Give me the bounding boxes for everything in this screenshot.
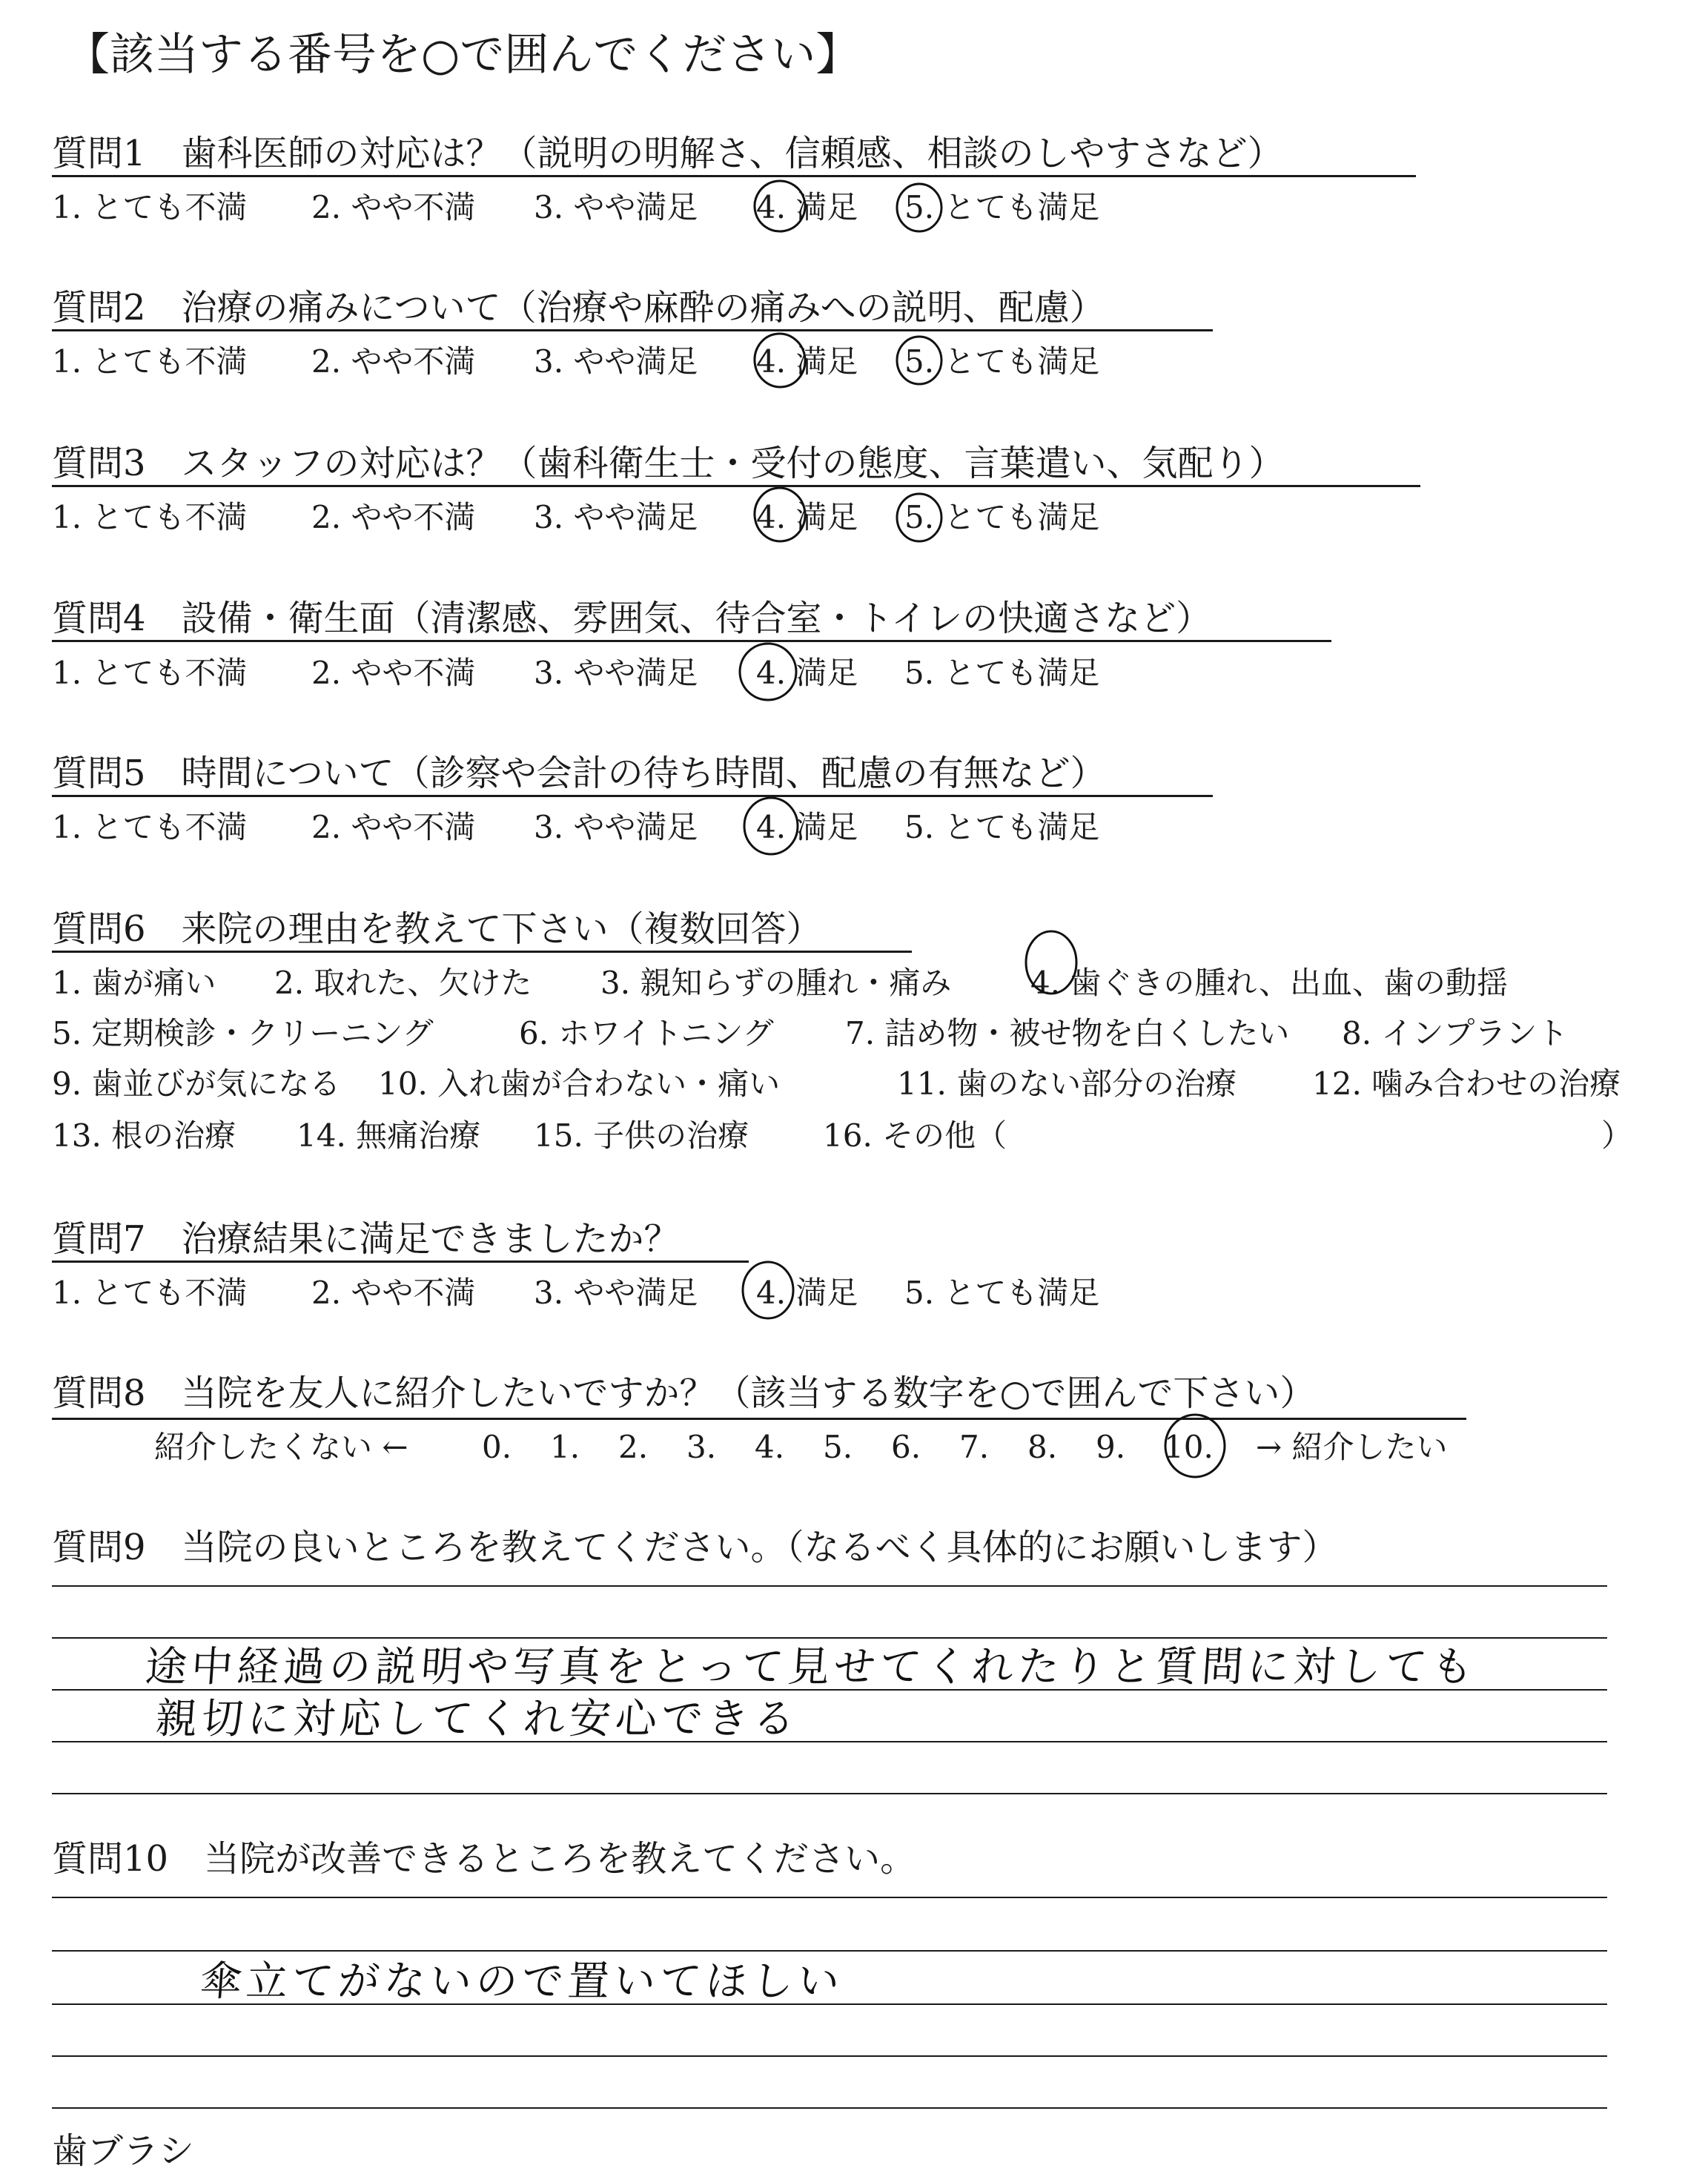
question-8-underline (52, 1418, 1466, 1420)
question-9-label: 質問9 当院の良いところを教えてください。（なるべく具体的にお願いします） (52, 1527, 1338, 1568)
q3-option-4[interactable]: 4. 満足 (756, 499, 858, 535)
q4-option-5[interactable]: 5. とても満足 (904, 655, 1100, 691)
q10-answer-line (52, 1897, 1607, 1898)
q8-scale-7[interactable]: 7. (959, 1429, 990, 1465)
question-6-label: 質問6 来院の理由を教えて下さい（複数回答） (52, 908, 822, 950)
q7-option-1[interactable]: 1. とても不満 (52, 1275, 248, 1311)
q8-scale-8[interactable]: 8. (1027, 1429, 1058, 1465)
q4-option-1[interactable]: 1. とても不満 (52, 655, 248, 691)
q7-option-4[interactable]: 4. 満足 (756, 1275, 858, 1311)
question-4-underline (52, 640, 1331, 642)
form-title: 【該当する番号を○で囲んでください】 (65, 29, 861, 81)
q9-handwritten-answer-line-1[interactable]: 途中経過の説明や写真をとって見せてくれたりと質問に対しても (143, 1643, 1480, 1691)
question-3-label: 質問3 スタッフの対応は？（歯科衛生士・受付の態度、言葉遣い、気配り） (52, 443, 1285, 484)
q1-option-5[interactable]: 5. とても満足 (904, 189, 1100, 225)
q6-option-14[interactable]: 14. 無痛治療 (297, 1117, 481, 1154)
question-6-underline (52, 951, 912, 953)
q5-option-5[interactable]: 5. とても満足 (904, 809, 1100, 845)
question-7-underline (52, 1261, 749, 1263)
footer-partial-text: 歯ブラシ (52, 2130, 195, 2172)
q6-option-7[interactable]: 7. 詰め物・被せ物を白くしたい (845, 1015, 1290, 1051)
q4-option-2[interactable]: 2. やや不満 (311, 655, 476, 691)
question-4-label: 質問4 設備・衛生面（清潔感、雰囲気、待合室・トイレの快適さなど） (52, 598, 1212, 639)
question-2-label: 質問2 治療の痛みについて（治療や麻酔の痛みへの説明、配慮） (52, 287, 1105, 328)
q4-option-4[interactable]: 4. 満足 (756, 655, 858, 691)
q1-option-2[interactable]: 2. やや不満 (311, 189, 476, 225)
question-7-label: 質問7 治療結果に満足できましたか？ (52, 1218, 680, 1260)
question-10-label: 質問10 当院が改善できるところを教えてください。 (52, 1838, 916, 1880)
q6-option-12[interactable]: 12. 噛み合わせの治療 (1312, 1065, 1621, 1102)
q7-option-5[interactable]: 5. とても満足 (904, 1275, 1100, 1311)
q8-scale-0[interactable]: 0. (482, 1429, 512, 1465)
q8-scale-5[interactable]: 5. (823, 1429, 853, 1465)
q6-option-16-close: ） (1601, 1117, 1633, 1154)
q6-option-1[interactable]: 1. 歯が痛い (52, 965, 216, 1001)
q8-scale-3[interactable]: 3. (686, 1429, 717, 1465)
q3-option-5[interactable]: 5. とても満足 (904, 499, 1100, 535)
q2-option-3[interactable]: 3. やや満足 (534, 343, 698, 380)
q5-option-4[interactable]: 4. 満足 (756, 809, 858, 845)
q8-right-label: → 紹介したい (1256, 1429, 1448, 1465)
q1-option-4[interactable]: 4. 満足 (756, 189, 858, 225)
q9-answer-line (52, 1585, 1607, 1587)
q6-option-15[interactable]: 15. 子供の治療 (534, 1117, 749, 1154)
q7-option-3[interactable]: 3. やや満足 (534, 1275, 698, 1311)
q3-option-2[interactable]: 2. やや不満 (311, 499, 476, 535)
q6-option-5[interactable]: 5. 定期検診・クリーニング (52, 1015, 434, 1051)
q6-option-6[interactable]: 6. ホワイトニング (519, 1015, 774, 1051)
q1-option-1[interactable]: 1. とても不満 (52, 189, 248, 225)
q6-option-3[interactable]: 3. 親知らずの腫れ・痛み (600, 965, 952, 1001)
q8-scale-1[interactable]: 1. (550, 1429, 580, 1465)
q6-option-16[interactable]: 16. その他（ (823, 1117, 1007, 1154)
q6-option-9[interactable]: 9. 歯並びが気になる (52, 1065, 341, 1102)
q7-option-2[interactable]: 2. やや不満 (311, 1275, 476, 1311)
q5-option-1[interactable]: 1. とても不満 (52, 809, 248, 845)
q10-answer-line (52, 2107, 1607, 2109)
q6-option-10[interactable]: 10. 入れ歯が合わない・痛い (378, 1065, 781, 1102)
question-1-label: 質問1 歯科医師の対応は？（説明の明解さ、信頼感、相談のしやすさなど） (52, 133, 1283, 174)
q4-option-3[interactable]: 3. やや満足 (534, 655, 698, 691)
question-8-label: 質問8 当院を友人に紹介したいですか？（該当する数字を○で囲んで下さい） (52, 1372, 1316, 1414)
q10-answer-line (52, 2055, 1607, 2057)
q6-option-2[interactable]: 2. 取れた、欠けた (274, 965, 532, 1001)
q8-scale-9[interactable]: 9. (1096, 1429, 1126, 1465)
q8-scale-2[interactable]: 2. (618, 1429, 649, 1465)
q6-option-4[interactable]: 4. 歯ぐきの腫れ、出血、歯の動揺 (1030, 965, 1508, 1001)
question-3-underline (52, 485, 1420, 487)
q9-answer-line (52, 1793, 1607, 1794)
q8-left-label: 紹介したくない ← (154, 1429, 408, 1465)
q5-option-3[interactable]: 3. やや満足 (534, 809, 698, 845)
q2-option-1[interactable]: 1. とても不満 (52, 343, 248, 380)
q10-answer-line (52, 1950, 1607, 1952)
q1-option-3[interactable]: 3. やや満足 (534, 189, 698, 225)
q2-option-4[interactable]: 4. 満足 (756, 343, 858, 380)
q9-answer-line (52, 1637, 1607, 1639)
q6-option-8[interactable]: 8. インプラント (1342, 1015, 1569, 1051)
q8-scale-4[interactable]: 4. (755, 1429, 785, 1465)
q2-option-5[interactable]: 5. とても満足 (904, 343, 1100, 380)
q6-option-13[interactable]: 13. 根の治療 (52, 1117, 236, 1154)
question-5-underline (52, 795, 1213, 797)
q2-option-2[interactable]: 2. やや不満 (311, 343, 476, 380)
q8-scale-10[interactable]: 10. (1164, 1429, 1214, 1465)
q9-handwritten-answer-line-2[interactable]: 親切に対応してくれ安心できる (153, 1695, 801, 1743)
q5-option-2[interactable]: 2. やや不満 (311, 809, 476, 845)
question-1-underline (52, 175, 1416, 177)
question-5-label: 質問5 時間について（診察や会計の待ち時間、配慮の有無など） (52, 753, 1106, 794)
q8-scale-6[interactable]: 6. (891, 1429, 921, 1465)
q10-handwritten-answer[interactable]: 傘立てがないので置いてほしい (198, 1957, 846, 2006)
q3-option-3[interactable]: 3. やや満足 (534, 499, 698, 535)
question-2-underline (52, 329, 1213, 331)
q3-option-1[interactable]: 1. とても不満 (52, 499, 248, 535)
q6-option-11[interactable]: 11. 歯のない部分の治療 (897, 1065, 1237, 1102)
